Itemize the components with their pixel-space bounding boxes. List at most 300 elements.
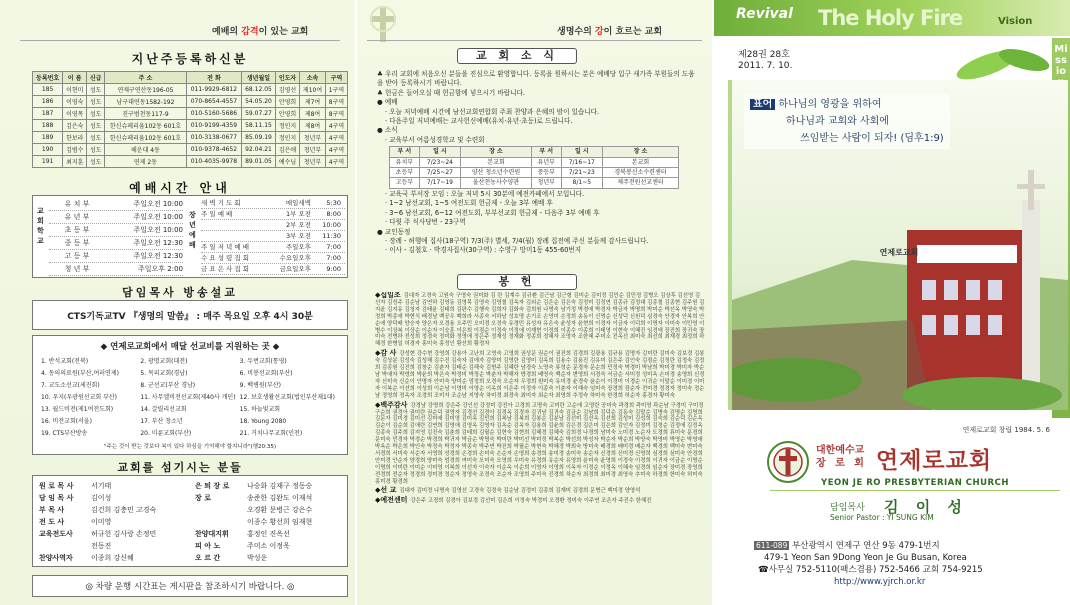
staff-role: 전 도 사 [39, 518, 65, 526]
table-cell: 성도 [87, 84, 105, 96]
registry-header: 신급 [87, 72, 105, 84]
table-row [390, 157, 679, 167]
offering-section [375, 350, 705, 399]
zip-code: 611-089 [756, 541, 788, 550]
table-cell: 유년부 [531, 157, 561, 167]
mission-box [32, 335, 348, 455]
table-cell: 010-9199-4359 [186, 120, 241, 132]
worship-day: 수요일오후 [279, 254, 311, 262]
church-name-en: YEON JE RO PRESBYTERIAN CHURCH [821, 478, 1009, 488]
middle-tagline [557, 24, 662, 37]
table-cell: 성도 [87, 156, 105, 168]
staff-role: 피 아 노 [195, 542, 221, 550]
worship-service [201, 231, 263, 241]
news-item: · 이사 - 김철호 · 박경자집사(30구역) : 수영구 망미1동 455-60번지 [385, 246, 582, 255]
offering-section [375, 497, 705, 505]
staff-names: 나승화 김재구 정동승 [247, 482, 313, 490]
worship-time: 10:00 [322, 221, 341, 229]
registry-header: 구역 [326, 72, 348, 84]
offering-names: 김대자 고경숙 고원숙 구영숙 권미화 김 란 김계수 김규환 김근남 김근형 김미순 김미정 김민순 김민정 김병오 김상후 김선영 김선자 김성주 김순남 김연하 김영동 김영목 김영숙 김영철 김옥자 김외순 김은순 김은숙 김정미 김정연 김종규 김정대 김종철 김종현 김주원 김지윤 김지유 김청자 김태윤 김태희 김판수 김행숙 김희자 김화숙 김희원 나명숙 남기정 박경애 박경자 박금자 박명희 박미순 박선옥 박영숙 박정희 박종애 박현식 배경남 백공우 백희라 서종숙 서하남 성호명 손기조 손영미 손정희 송동이 신명순 신성덕 신원덕 심경숙 안경자 안복희 안순애 양덕배 양승자 양은자 오경용 오주민 오미경 오정숙 유경민 유성자 유은숙 윤성자 윤현희 이경자 이금자 이덕희 이명자 이미숙 이민영 이병수 이상복 이상순 이순자 이승훈 이은희 이점순 이정숙 이정애 이재현 이정희 이종수 이종희 이태영 이현숙 이혜진 임경애 장진희 장귀숙 장미숙 전병하 전성희 정경숙 정미화 정영애 정은주 정재성 정재화 정종희 정혜자 조영자 조한혜 주미소 진옥선 최미숙 최선희 최재경 최정희 하혜경 한병일 허경자 홍미숙 홍정인 황선희 황정자 [375, 293, 705, 348]
staff-role: 교육전도사 [39, 530, 73, 538]
worship-edu-row [49, 263, 183, 276]
table-cell: 울산천농사수양관 [461, 178, 532, 188]
worship-dept: 고 등 부 [64, 252, 90, 260]
mission-verse: "주는 것이 받는 것보다 복이 있다 하심을 기억해야 할지니라"(행20:35) [103, 444, 276, 450]
staff-names: 이종수 황선희 임재현 [247, 518, 313, 526]
worship-edu-row [49, 237, 183, 250]
table-cell: 011-9929-6812 [186, 84, 241, 96]
staff-names: 이미영 [91, 518, 112, 526]
camp-header: 부 서 [390, 147, 420, 157]
table-row [33, 132, 348, 144]
denomination [816, 444, 867, 470]
table-cell: 010-3138-0677 [186, 132, 241, 144]
sidebar-mission: Missio [1054, 44, 1068, 77]
mission-item: 2. 광명교회(대전) [140, 358, 188, 365]
tagline-highlight: 강 [594, 27, 604, 37]
issue-info [738, 50, 792, 72]
table-cell: 김은애 [276, 144, 300, 156]
news-item: · 장례 - 허행애 집사(18구역) 7/3(주) 별세, 7/4(월) 장례 집전예 주신 분들께 감사드립니다. [385, 236, 649, 245]
mission-item: 12. 보호생활선교회(법인부산제1대) [239, 394, 335, 401]
table-cell: 58.11.15 [241, 120, 275, 132]
table-cell: 안영희 [276, 108, 300, 120]
table-cell: 1구역 [326, 84, 348, 96]
worship-service: 주 일 저 녁 예 배 [201, 243, 250, 251]
mission-item: 14. 갈릴리선교회 [140, 406, 187, 413]
offering-section [375, 402, 705, 486]
registry-header: 인도자 [276, 72, 300, 84]
mission-item: 21. 거치나무교회(인천) [239, 430, 303, 437]
table-cell: 제7여 [300, 96, 326, 108]
news-item: · 3~6 남선교회, 6~12 여전도회, 부부선교회 헌금제 - 다음주 3부 예배 후 [385, 208, 600, 217]
table-cell: 188 [33, 120, 63, 132]
table-row [33, 108, 348, 120]
worship-day: 2부 오전 [285, 221, 311, 229]
table-cell: 7/23~24 [419, 157, 460, 167]
news-item: · 다윗 주 식사당번 - 23구역 [385, 218, 466, 227]
table-cell: 89.01.05 [241, 156, 275, 168]
staff-role: 부 목 사 [39, 506, 65, 514]
staff-names: 이종희 강신혜 [91, 554, 134, 562]
worship-edu-row [49, 224, 183, 237]
news-worship-2: · 다음주일 저녁예배는 교사헌신예배(유치·유년·초등)로 드립니다. [385, 117, 573, 126]
camp-header: 장 소 [602, 147, 678, 157]
worship-service [201, 220, 263, 230]
staff-row [39, 516, 189, 528]
news-title: 교 회 소 식 [457, 48, 577, 64]
staff-role [195, 516, 247, 528]
table-cell: 제주전원선교센터 [602, 178, 678, 188]
table-row [33, 96, 348, 108]
mission-item: 13. 월드비전(제1여전도회) [41, 406, 114, 413]
offering-title: 봉 헌 [457, 274, 577, 290]
issue-vol: 제28권 28호 [738, 50, 790, 60]
news-worship-1: · 오늘 저녁예배 시간에 남선교회연합회 주최 찬양과 은혜의 밤이 있습니다. [385, 107, 600, 116]
worship-time: 11:30 [322, 232, 341, 240]
worship-service: 새 벽 기 도 회 [201, 199, 241, 207]
table-cell: 8구역 [326, 96, 348, 108]
staff-row [195, 552, 345, 564]
registry-header: 등록번호 [33, 72, 63, 84]
church-sign: 연제로교회 [879, 248, 919, 257]
mission-title: ◆ 연제로교회에서 매달 선교비를 지원하는 곳 ◆ [100, 342, 280, 352]
staff-row [195, 480, 345, 492]
mission-item: 7. 교도소선교(세진회) [41, 382, 100, 389]
worship-day: 주일오후 [285, 243, 311, 251]
denom-line-1: 대한예수교 [816, 445, 865, 456]
registry-title: 지난주등록하신분 [131, 52, 249, 66]
table-cell: 진구범천동117-9 [105, 108, 187, 120]
vehicle-note-text: ◎ 차량 운행 시간표는 게시판을 참조하시기 바랍니다. ◎ [85, 582, 295, 592]
worship-time: 주일오전 10:00 [133, 200, 183, 208]
edu-label: 교회학교 [37, 207, 44, 245]
table-cell: 제10여 [300, 84, 326, 96]
worship-adult-row [201, 242, 345, 253]
table-cell: 한신슈페리움102동 601호 [105, 120, 187, 132]
worship-adult-row [201, 198, 345, 209]
camp-header: 일 시 [561, 147, 602, 157]
news-intro: ♣ 우리 교회에 처음오신 분들을 진심으로 환영합니다. 등록을 원하시는 분은 예배당 입구 새가족 부원들의 도움을 받아 등록하시기 바랍니다. [377, 70, 695, 88]
worship-time: 5:30 [326, 199, 341, 207]
staff-row [39, 504, 189, 516]
table-cell: 7/25~27 [419, 168, 460, 178]
staff-row [195, 540, 345, 552]
worship-dept: 유 치 부 [64, 200, 90, 208]
camp-table [389, 146, 679, 189]
worship-adult-row [201, 231, 345, 242]
table-cell: 초등부 [390, 168, 420, 178]
camp-header: 일 시 [419, 147, 460, 157]
motto-label: 표어 [750, 99, 775, 110]
table-cell: 정인지 [276, 120, 300, 132]
motto-line-3: 쓰임받는 사람이 되자! (딤후1:9) [800, 133, 944, 144]
news-camp: · 교육부서 여름성경학교 및 수련회 [385, 135, 485, 144]
table-cell: 4구역 [326, 144, 348, 156]
pastor-name: 김 이 성 [884, 498, 968, 516]
table-cell: 성도 [87, 132, 105, 144]
table-cell: 청년부 [300, 144, 326, 156]
table-cell: 청년부 [300, 132, 326, 144]
staff-row [195, 504, 345, 516]
camp-header: 부 서 [531, 147, 561, 157]
pastor-name-en: Senior Pastor : YI SUNG KIM [830, 513, 934, 522]
mission-item: 19. CTS부산방송 [41, 430, 88, 437]
staff-names: 김건희 김충민 고경숙 [91, 506, 157, 514]
mission-item: 3. 두번교회(통영) [239, 358, 287, 365]
worship-adult-row [201, 209, 345, 220]
worship-adult-row [201, 220, 345, 231]
worship-title: 예배시간 안내 [129, 181, 231, 195]
offering-names: 강성현 강수현 강영희 강용아 고난희 고영숙 고영희 권성문 권순이 권진희 김경희 김광용 김규용 김명자 김미란 김미숙 김보경 김봉숙 김상분 김성숙 김성해 김수진 김숙자 김애자 김양미 김영란 김영미 김옥희 김용수 김용진 김유미 김은주 김인숙 김점순 김정란 김정숙 김정희 김종원 김진희 김창순 김춘자 김태순 김해숙 김현주 김혜란 남경숙 노영숙 류정순 문경자 문순희 민정숙 박경미 박남희 박미경 박미자 박순남 박애자 박영희 박윤희 박은숙 박정미 박정순 박춘자 박해자 방경희 배영숙 백순자 변영희 서경숙 서금순 서미정 성미옥 손미경 송영희 신경자 신미숙 신순이 안명자 안미숙 양미순 엄정희 오경숙 오순자 우정희 원미숙 유미경 윤경숙 윤순이 이경미 이경순 이귀순 이말순 이미경 이미자 이복순 이선희 이성희 이순남 이영미 이영순 이옥희 이은주 이정자 이종숙 이춘자 이해숙 임미숙 장경희 장순자 전미경 정경자 정미숙 정순남 정영희 정옥자 조경희 조미자 조순남 지영숙 차미경 최경숙 최미자 최순자 최영희 추정숙 하미숙 한경희 허순자 홍경자 황미숙 [375, 351, 705, 399]
table-cell: 010-5160-5686 [186, 108, 241, 120]
worship-adult-row [201, 253, 345, 264]
table-row [33, 144, 348, 156]
table-cell: 187 [33, 108, 63, 120]
table-cell: 남구대연동1582-192 [105, 96, 187, 108]
cover-banner [714, 0, 1070, 40]
table-cell: 김범수 [63, 144, 87, 156]
mission-item: 16. 비전교회(서울) [41, 418, 92, 425]
table-cell: 68.12.05 [241, 84, 275, 96]
mission-item: 20. 미룬교회(부산) [140, 430, 192, 437]
left-tagline [212, 24, 308, 37]
worship-day: 매일새벽 [285, 199, 311, 207]
table-cell: 7/17~19 [419, 178, 460, 188]
worship-dept: 초 등 부 [64, 226, 90, 234]
worship-dept: 청 년 부 [64, 265, 90, 273]
table-cell: 7/21~23 [561, 168, 602, 178]
staff-names: 서기태 [91, 482, 112, 490]
table-cell: 양산 청소년수련원 [461, 168, 532, 178]
staff-box [32, 475, 348, 567]
offering-head: ◆백주감사 [375, 400, 408, 409]
staff-row [39, 492, 189, 504]
table-cell: 010-9378-4652 [186, 144, 241, 156]
table-cell: 4구역 [326, 156, 348, 168]
table-cell: 186 [33, 96, 63, 108]
table-cell: 성도 [87, 120, 105, 132]
broadcast-text: CTS기독교TV 『생명의 말씀』 : 매주 목요일 오후 4시 30분 [67, 311, 313, 322]
staff-names: 김이성 [91, 494, 112, 502]
table-cell: 고등부 [390, 178, 420, 188]
table-cell: 7/16~17 [561, 157, 602, 167]
staff-names: 홍정인 진옥선 [247, 530, 290, 538]
worship-day: 3부 오전 [285, 232, 311, 240]
table-cell: 4구역 [326, 120, 348, 132]
worship-time: 주일오전 10:00 [133, 226, 183, 234]
worship-time: 주일오전 10:00 [133, 213, 183, 221]
staff-row [39, 480, 189, 492]
address-block [754, 540, 1054, 588]
staff-role: 담 임 목 사 [39, 494, 74, 502]
staff-role: 은 퇴 장 로 [195, 482, 230, 490]
table-cell: 성도 [87, 144, 105, 156]
phone: ☎사무실 752-5110(팩스겸용) 752-5466 교회 754-9215 [758, 565, 983, 575]
staff-role: 찬양사역자 [39, 554, 73, 562]
staff-role [195, 504, 247, 516]
table-cell: 59.07.27 [241, 108, 275, 120]
offering-head: ◆십일조 [375, 292, 401, 299]
offering-head: ◆선 교 [375, 486, 397, 495]
news-item: · 교육국 부서장 모임 : 오늘 저녁 5시 30분에 예전카페에서 모입니다. [385, 189, 585, 198]
table-cell: 이현미 [63, 84, 87, 96]
mission-item: 5. 목피교회(경남) [140, 370, 188, 377]
camp-header: 장 소 [461, 147, 532, 157]
mission-item: 18. Young 2080 [239, 418, 287, 425]
table-cell: 010-4035-9978 [186, 156, 241, 168]
mission-item: 9. 백병원(부산) [239, 382, 281, 389]
table-cell: 청년부 [531, 178, 561, 188]
banner-vision: Vision [998, 16, 1033, 27]
website-link[interactable]: http://www.yjrch.or.kr [834, 577, 926, 587]
staff-names: 박성운 [247, 554, 268, 562]
table-cell: 8구역 [326, 108, 348, 120]
address-ko: 부산광역시 연제구 연산 9동 479-1번지 [792, 541, 940, 551]
tagline-rest: 이 있는 교회 [258, 27, 309, 37]
church-name: 연제로교회 [876, 448, 993, 474]
table-cell: 92.04.21 [241, 144, 275, 156]
worship-edu-row [49, 198, 183, 211]
registry-header: 생년월일 [241, 72, 275, 84]
table-cell: 최지훈 [63, 156, 87, 168]
staff-row [39, 528, 189, 540]
worship-time: 7:00 [326, 243, 341, 251]
registry-header: 전 화 [186, 72, 241, 84]
table-cell: 중등부 [531, 168, 561, 178]
table-cell: 정인지 [276, 132, 300, 144]
staff-names: 오경환 문병근 강은수 [247, 506, 313, 514]
registry-header: 이 름 [63, 72, 87, 84]
staff-row [195, 492, 345, 504]
tagline-pre: 예배의 [212, 27, 242, 37]
table-row [390, 168, 679, 178]
staff-role: 원 로 목 사 [39, 482, 74, 490]
offering-section [375, 487, 705, 495]
table-cell: 성도 [87, 108, 105, 120]
news-members-head: ● 교인동정 [377, 227, 411, 236]
worship-edu-row [49, 250, 183, 263]
staff-row [195, 528, 345, 540]
staff-role: 찬양대지휘 [195, 530, 229, 538]
offering-names: 김대자 김미정 나명숙 김영선 고경숙 김정숙 김순남 김정미 김종희 김재미 김경희 문병근 백미경 양영석 [399, 488, 641, 495]
mission-item: 4. 동의의료원(부산,여러연제) [41, 370, 119, 377]
news-notice-head: ● 소식 [377, 126, 398, 135]
worship-service: 수 요 성 령 집 회 [201, 254, 250, 262]
worship-dept: 유 년 부 [64, 213, 90, 221]
tagline-highlight: 감격 [241, 27, 259, 37]
table-cell: 본교회 [602, 157, 678, 167]
staff-row [39, 540, 189, 552]
table-row [33, 156, 348, 168]
motto-line-2: 하나님과 교회와 사회에 [786, 116, 889, 127]
worship-day: 금요일오후 [279, 265, 311, 273]
offering-section [375, 292, 705, 348]
banner-holyfire: The Holy Fire [818, 6, 963, 30]
table-cell: 경북봉신소수련센터 [602, 168, 678, 178]
worship-service: 주 일 예 배 [201, 210, 233, 218]
worship-time: 7:00 [326, 254, 341, 262]
table-cell: 청년부 [300, 156, 326, 168]
staff-names: 전동진 [91, 542, 112, 550]
broadcast-title: 담임목사 방송설교 [122, 286, 238, 299]
table-row [390, 178, 679, 188]
address-en: 479-1 Yeon San 9Dong Yeon Je Gu Busan, Korea [764, 553, 967, 563]
worship-time: 주일오전 12:30 [133, 252, 183, 260]
table-cell: 본교회 [461, 157, 532, 167]
table-cell: 185 [33, 84, 63, 96]
left-panel [0, 0, 355, 605]
mission-item: 1. 반석교회(전북) [41, 358, 89, 365]
worship-edu-row [49, 211, 183, 224]
staff-title: 교회를 섬기시는 분들 [117, 461, 243, 474]
table-cell: 연제구연산동196-05 [105, 84, 187, 96]
table-row [33, 120, 348, 132]
table-cell: 제8여 [300, 120, 326, 132]
table-cell: 070-8654-4557 [186, 96, 241, 108]
table-cell: 연제 2동 [105, 156, 187, 168]
table-cell: 85.09.19 [241, 132, 275, 144]
table-cell: 김영선 [276, 84, 300, 96]
offering-head: ◆감 사 [375, 349, 397, 358]
staff-row [195, 516, 345, 528]
issue-date: 2011. 7. 10. [738, 61, 793, 71]
staff-role [39, 540, 91, 552]
table-cell: 이영숙 [63, 96, 87, 108]
mission-item: 11. 사무엘비전선교회(제40사 개인) [140, 394, 236, 401]
offering-head: ◆예전센터 [375, 496, 408, 505]
worship-time: 주일오후 2:00 [138, 265, 183, 273]
news-offering: ♣ 헌금은 들어오실 때 헌금함에 넣으시기 바랍니다. [377, 88, 525, 97]
table-cell: 해운대 4동 [105, 144, 187, 156]
table-cell: 한보라 [63, 132, 87, 144]
cross-logo-icon [365, 4, 403, 44]
offering-list [375, 292, 705, 598]
mission-item: 6. 비봉선교회(부산) [239, 370, 293, 377]
worship-time: 주일오전 12:30 [133, 239, 183, 247]
tagline-rest: 이 흐르는 교회 [603, 27, 663, 37]
table-cell: 190 [33, 144, 63, 156]
staff-names: 송준한 김완도 이재석 [247, 494, 313, 502]
tagline-pre: 생명수의 [557, 27, 595, 37]
table-cell: 제8여 [300, 108, 326, 120]
middle-panel [357, 0, 712, 605]
founded-date: 연제로교회 창립 1984. 5. 6 [962, 426, 1050, 434]
motto [744, 94, 950, 149]
mission-item: 15. 하늘빛교회 [239, 406, 281, 413]
table-cell: 성도 [87, 96, 105, 108]
mission-item: 8. 군선교(부산 경남) [140, 382, 196, 389]
worship-adult-row [201, 264, 345, 275]
table-cell: 안영희 [276, 96, 300, 108]
motto-line-1: 하나님의 영광을 위하여 [778, 99, 882, 110]
vehicle-note [32, 575, 348, 597]
banner-revival: Revival [736, 6, 793, 22]
registry-header: 소속 [300, 72, 326, 84]
worship-time: 8:00 [326, 210, 341, 218]
table-cell: 김은숙 [63, 120, 87, 132]
broadcast-box [32, 300, 348, 330]
news-item: · 1~2 남선교회, 1~5 여전도회 헌금제 - 오늘 3부 예배 후 [385, 199, 553, 208]
pastor-label: 담임목사 [830, 503, 865, 513]
adult-label: 장년예배 [189, 211, 196, 249]
worship-box [32, 195, 348, 278]
table-cell: 191 [33, 156, 63, 168]
registry-header: 주 소 [105, 72, 187, 84]
worship-service: 금 요 은 사 집 회 [201, 265, 250, 273]
table-cell: 유치부 [390, 157, 420, 167]
registry-table [32, 71, 348, 168]
table-cell: 예수님 [276, 156, 300, 168]
staff-names: 주미소 이정욱 [247, 542, 290, 550]
staff-role: 장 로 [195, 494, 211, 502]
table-cell: 한신슈페리움102동 601호 [105, 132, 187, 144]
staff-names: 허규헌 김사랑 손정민 [91, 530, 157, 538]
table-cell: 8/1~5 [561, 178, 602, 188]
mission-item: 10. 우지(우광원선교회 부산) [41, 394, 117, 401]
mission-item: 17. 부산 청소년 [140, 418, 183, 425]
worship-time: 9:00 [326, 265, 341, 273]
table-row [33, 84, 348, 96]
table-cell: 189 [33, 132, 63, 144]
staff-role: 오 르 간 [195, 554, 221, 562]
news-body [377, 70, 697, 256]
cover-panel [714, 0, 1070, 605]
offering-names: 강경남 강명희 강은주 강인선 강정미 강진아 고경희 고명숙 고미란 고순애 고영란 공미숙 곽경희 곽미영 곽순남 구경미 구미정 구순희 권경아 권미란 권순덕 권영자 김경선 김경아 김경옥 김경자 김귀남 김귀숙 김금순 김남희 김덕순 김동숙 김말순 김명숙 김명순 김명희 김문자 김미경 김미선 김미애 김미영 김미옥 김민희 김복남 김복희 김봉순 김분남 김선미 김선옥 김선희 김성미 김성희 김숙희 김순덕 김순옥 김순이 김순희 김애란 김연희 김영애 김영옥 김영자 김옥순 김옥자 김용희 김윤희 김은경 김은미 김은희 김인자 김정미 김정순 김정애 김정옥 김종숙 김주희 김지영 김진숙 김춘희 김태희 김필순 김현숙 김현희 김혜경 김혜숙 김희경 나경희 남미숙 노미경 노순자 도경희 류미숙 문경희 문미숙 민경자 박경순 박경희 박귀자 박금순 박명숙 박미란 박미선 박미정 박복순 박선희 박성자 박순자 박순희 박양숙 박영미 박영순 박영애 박옥순 박은희 박인숙 박정숙 박정자 박종숙 박주연 박진희 박필순 박현숙 박혜경 박희숙 방미숙 배경희 배미경 배순자 백경희 백미숙 변미숙 서경희 서미숙 서순자 서영희 성경희 손경희 손미숙 손순자 손영희 송경희 송미경 송미숙 송순자 신경희 신미경 신영희 심경희 심미숙 안경희 안미경 안순자 양경희 양미숙 엄경희 여미숙 오미숙 오영희 우미숙 유경희 유순자 유영희 윤미숙 윤영희 이경숙 이경희 이귀자 이금순 이명순 이명희 이미란 이미순 이미영 이복희 이선자 이숙자 이순옥 이순희 이영자 이영희 이옥자 이정순 이정옥 이혜숙 임경희 임순자 장미경 장영희 전경희 전순자 정경희 정미경 정순자 정영숙 조경숙 조순자 조영희 주미숙 진경희 차순자 최경희 최미경 최영숙 추미숙 하경희 한미숙 허미숙 홍미경 황경희 [375, 402, 704, 485]
staff-row [39, 552, 189, 564]
table-cell: 이영목 [63, 108, 87, 120]
table-cell: 54.05.20 [241, 96, 275, 108]
